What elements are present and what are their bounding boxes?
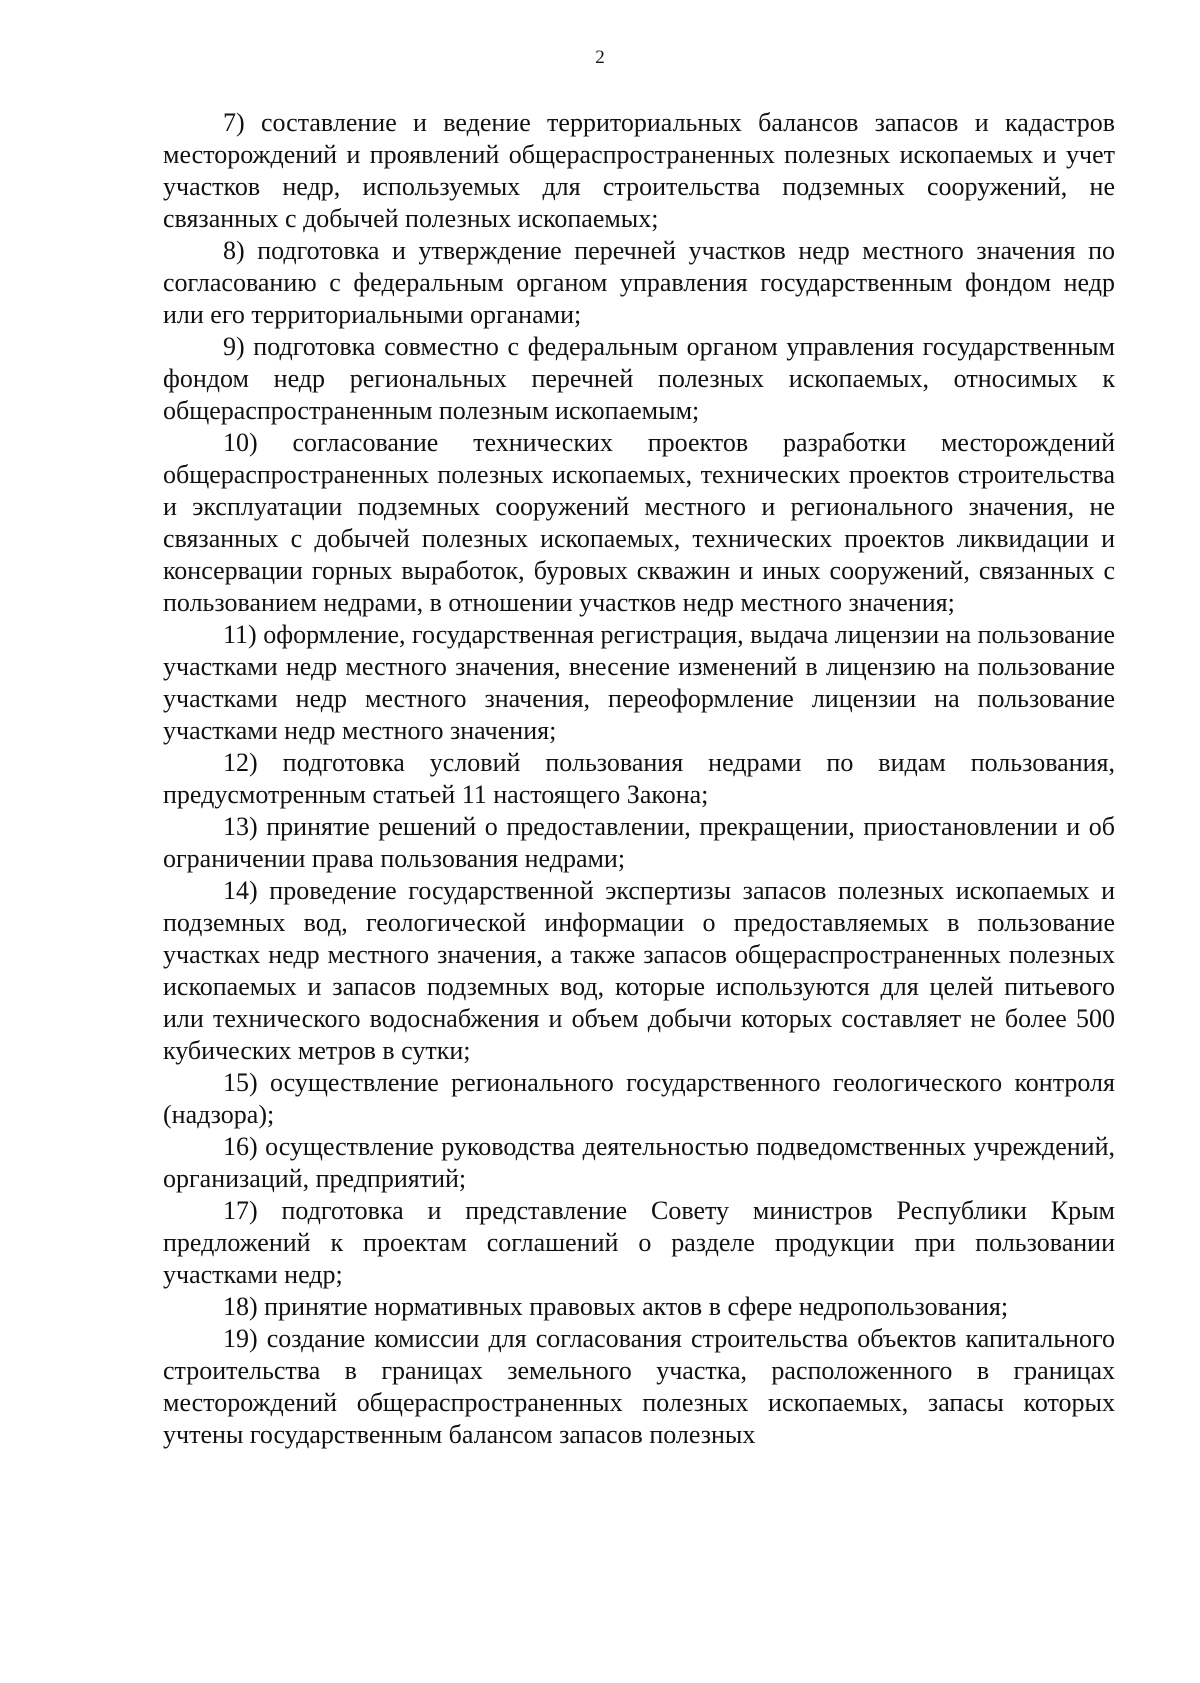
document-body	[163, 107, 1115, 1451]
list-item-8: 8) подготовка и утверждение перечней участков недр местного значения по согласованию с федеральным органом управления государственным фондом недр или его территориальными органами;	[163, 236, 1115, 329]
list-item-17: 17) подготовка и представление Совету министров Республики Крым предложений к проектам соглашений о разделе продукции при пользовании участками недр;	[163, 1196, 1115, 1289]
list-item-10: 10) согласование технических проектов разработки месторождений общераспространенных полезных ископаемых, технических проектов строительства и эксплуатации подземных сооружений местного и регионального значения, не связанных с добычей полезных ископаемых, технических проектов ликвидации и консервации горных выработок, буровых скважин и иных сооружений, связанных с пользованием недрами, в отношении участков недр местного значения;	[163, 428, 1115, 617]
list-item-19: 19) создание комиссии для согласования строительства объектов капитального строительства в границах земельного участка, расположенного в границах месторождений общераспространенных полезных ископаемых, запасы которых учтены государственным балансом запасов полезных	[163, 1324, 1115, 1449]
list-item-9: 9) подготовка совместно с федеральным органом управления государственным фондом недр региональных перечней полезных ископаемых, относимых к общераспространенным полезным ископаемым;	[163, 332, 1115, 425]
list-item-7: 7) составление и ведение территориальных балансов запасов и кадастров месторождений и проявлений общераспространенных полезных ископаемых и учет участков недр, используемых для строительства подземных сооружений, не связанных с добычей полезных ископаемых;	[163, 108, 1115, 233]
list-item-11: 11) оформление, государственная регистрация, выдача лицензии на пользование участками недр местного значения, внесение изменений в лицензию на пользование участками недр местного значения, переоформление лицензии на пользование участками недр местного значения;	[163, 620, 1115, 745]
list-item-15: 15) осуществление регионального государственного геологического контроля (надзора);	[163, 1068, 1115, 1129]
list-item-14: 14) проведение государственной экспертизы запасов полезных ископаемых и подземных вод, геологической информации о предоставляемых в пользование участках недр местного значения, а также запасов общераспространенных полезных ископаемых и запасов подземных вод, которые используются для целей питьевого или технического водоснабжения и объем добычи которых составляет не более 500 кубических метров в сутки;	[163, 876, 1115, 1065]
list-item-18: 18) принятие нормативных правовых актов в сфере недропользования;	[223, 1292, 1009, 1321]
list-item-12: 12) подготовка условий пользования недрами по видам пользования, предусмотренным статьей 11 настоящего Закона;	[163, 748, 1115, 809]
list-item-13: 13) принятие решений о предоставлении, прекращении, приостановлении и об ограничении права пользования недрами;	[163, 812, 1115, 873]
page-number: 2	[595, 47, 605, 68]
list-item-16: 16) осуществление руководства деятельностью подведомственных учреждений, организаций, предприятий;	[163, 1132, 1115, 1193]
